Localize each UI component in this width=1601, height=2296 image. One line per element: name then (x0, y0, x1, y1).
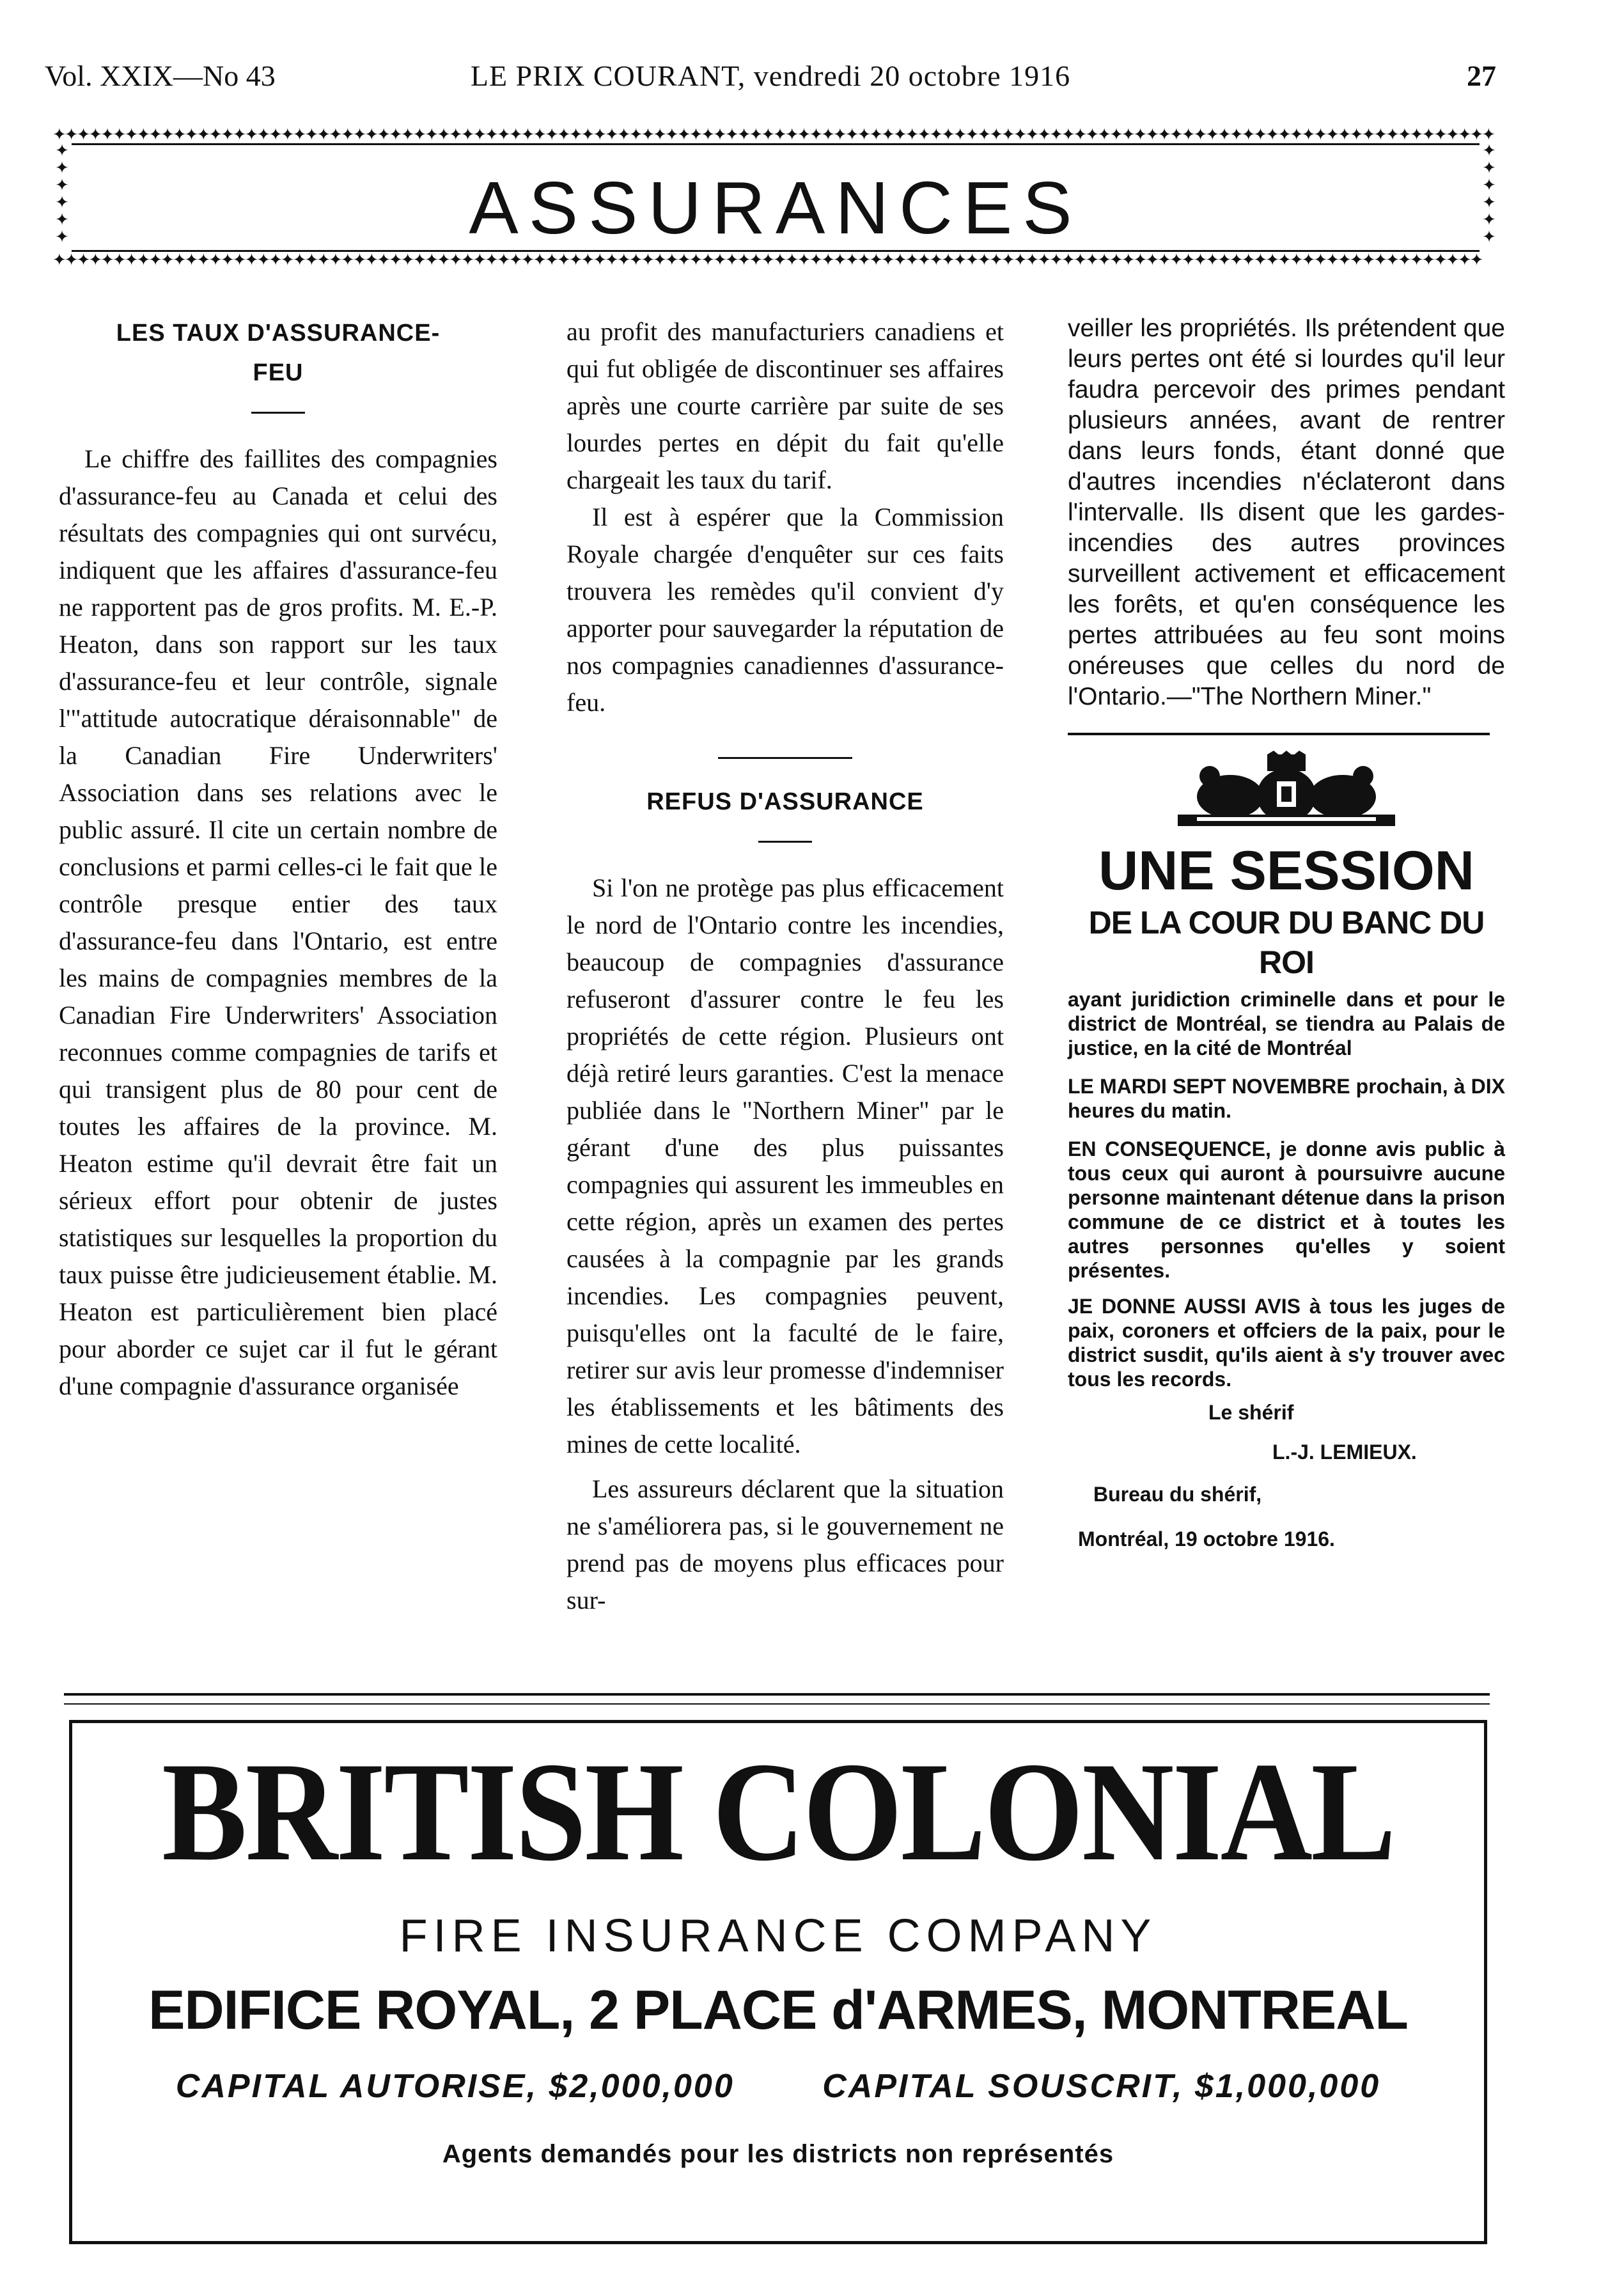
notice-paragraph: JE DONNE AUSSI AVIS à tous les juges de paix, coroners et offciers de la paix, pour le district susdit, qu'ils aient à s'y trouver avec tous les records. (1068, 1295, 1505, 1391)
column-3 (1068, 313, 1505, 1551)
publication-title: LE PRIX COURANT, vendredi 20 octobre 1916 (470, 59, 1071, 92)
banner-frame (72, 143, 1480, 252)
article-paragraph: Le chiffre des faillites des compagnies d'assurance-feu au Canada et celui des résultats des compagnies qui ont survécu, indiquent que les affaires d'assurance-feu ne rapportent pas de gros profits. M. E.-P. Heaton, dans son rapport sur les taux d'assurance-feu et leur contrôle, signale l'"attitude autocratique déraisonnable" de la Canadian Fire Underwriters' Association dans ses relations avec le public assuré. Il cite un certain nombre de conclusions et parmi celles-ci le fait que le contrôle presque entier des taux d'assurance-feu dans l'Ontario, est entre les mains de compagnies membres de la Canadian Fire Underwriters' Association reconnues comme compagnies de tarifs et qui transigent plus de 80 pour cent de toutes les affaires de la province. M. Heaton estime qu'il devrait être fait un sérieux effort pour obtenir de justes statistiques sur lesquelles la proportion du taux puisse être judicieusement établie. M. Heaton est particulièrement bien placé pour aborder ce sujet car il fut le gérant d'une compagnie d'assurance organisée (59, 444, 497, 1400)
article-paragraph-continued: veiller les propriétés. Ils prétendent que leurs pertes ont été si lourdes qu'il leur faudra percevoir des primes pendant plusieurs années, avant de rentrer dans leurs fonds, étant donné que d'autres incendies n'éclateront dans l'intervalle. Ils disent que les gardes-incendies des autres provinces surveillent activement et efficacement les forêts, et qu'en conséquence les pertes attribuées au feu sont moins onéreuses que celles du nord de l'Ontario.—"The Northern Miner." (1068, 315, 1505, 710)
heading-divider (758, 841, 812, 843)
article-paragraph: Les assureurs déclarent que la situation ne s'améliorera pas, si le gouvernement ne prend pas de moyens plus efficaces pour sur- (566, 1474, 1004, 1614)
signature-name: L.-J. LEMIEUX. (1272, 1441, 1417, 1464)
court-notice (1068, 751, 1505, 1551)
section-banner (52, 127, 1499, 269)
column-1 (59, 313, 497, 1405)
star-border-bottom: ✦✦✦✦✦✦✦✦✦✦✦✦✦✦✦✦✦✦✦✦✦✦✦✦✦✦✦✦✦✦✦✦✦✦✦✦✦✦✦✦✦✦✦✦✦✦✦✦✦✦✦✦✦✦✦✦✦✦✦✦✦✦✦✦✦✦✦✦✦✦✦✦✦✦✦✦✦✦✦✦✦✦✦✦✦✦✦✦✦✦✦✦✦✦✦✦✦✦✦✦✦✦✦✦✦✦✦✦✦✦✦✦✦✦✦✦✦✦✦ (52, 252, 1482, 269)
company-name: BRITISH COLONIAL (162, 1733, 1394, 1891)
article-heading-line2: FEU (253, 359, 304, 386)
heading-divider (251, 412, 305, 414)
article-divider (718, 757, 852, 759)
article-paragraph-continued: au profit des manufacturiers canadiens et qui fut obligée de discontinuer ses affaires après une courte carrière par suite de ses lourdes pertes en dépit du fait qu'elle chargeait les taux du tarif. (566, 317, 1004, 494)
notice-intro: ayant juridiction criminelle dans et pour le district de Montréal, se tiendra au Palais de justice, en la cité de Montréal (1068, 988, 1505, 1059)
capital-line (72, 2067, 1484, 2105)
section-title: ASSURANCES (469, 166, 1082, 249)
agents-wanted: Agents demandés pour les districts non représentés (442, 2140, 1114, 2168)
capital-subscribed: CAPITAL SOUSCRIT, $1,000,000 (822, 2068, 1381, 2105)
notice-date: LE MARDI SEPT NOVEMBRE prochain, à DIX heures du matin. (1068, 1075, 1505, 1122)
royal-coat-of-arms-icon (1171, 751, 1402, 834)
signature-title: Le shérif (1208, 1401, 1294, 1424)
column-divider (1068, 733, 1490, 735)
notice-paragraph: EN CONSEQUENCE, je donne avis public à tous ceux qui auront à poursuivre aucune personne maintenant détenue dans la prison commune de ce district et à toutes les autres personnes qu'elles y soient présentes. (1068, 1137, 1505, 1282)
article-heading-line1: LES TAUX D'ASSURANCE- (116, 320, 441, 347)
page-number: 27 (1467, 59, 1496, 92)
office-line: Bureau du shérif, (1093, 1483, 1262, 1506)
capital-authorized: CAPITAL AUTORISE, $2,000,000 (175, 2068, 735, 2105)
volume-number: Vol. XXIX—No 43 (45, 59, 276, 92)
place-date-line: Montréal, 19 octobre 1916. (1078, 1527, 1335, 1550)
notice-subtitle: DE LA COUR DU BANC DU ROI (1088, 905, 1485, 980)
company-subtitle: FIRE INSURANCE COMPANY (399, 1910, 1157, 1962)
insurance-advertisement (69, 1720, 1487, 2244)
article-paragraph: Si l'on ne protège pas plus efficacement le nord de l'Ontario contre les incendies, beaucoup de compagnies d'assurance refuseront d'assurer contre le feu les propriétés de cette région. Plusieurs ont déjà retiré leurs garanties. C'est la menace publiée dans le "Northern Miner" par le gérant d'une des plus puissantes compagnies qui assurent les immeubles en cette région, après un examen des pertes causées à la compagnie par les grands incendies. Les compagnies peuvent, puisqu'elles ont la faculté de le faire, retirer sur avis leur promesse d'indemniser les établissements et les bâtiments des mines de cette localité. (566, 873, 1004, 1458)
advertisement-top-rule-thin (64, 1703, 1490, 1705)
notice-title: UNE SESSION (1098, 840, 1474, 902)
article-paragraph: Il est à espérer que la Commission Royale chargée d'enquêter sur ces faits trouvera les remèdes qu'il convient d'y apporter pour sauvegarder la réputation de nos compagnies canadiennes d'assurance-feu. (566, 503, 1004, 717)
star-border-top: ✦✦✦✦✦✦✦✦✦✦✦✦✦✦✦✦✦✦✦✦✦✦✦✦✦✦✦✦✦✦✦✦✦✦✦✦✦✦✦✦✦✦✦✦✦✦✦✦✦✦✦✦✦✦✦✦✦✦✦✦✦✦✦✦✦✦✦✦✦✦✦✦✦✦✦✦✦✦✦✦✦✦✦✦✦✦✦✦✦✦✦✦✦✦✦✦✦✦✦✦✦✦✦✦✦✦✦✦✦✦✦✦✦✦✦✦✦✦✦✦ (52, 127, 1494, 143)
article-heading: REFUS D'ASSURANCE (646, 788, 924, 815)
star-border-right: ✦✦✦✦✦✦ (1482, 142, 1496, 246)
column-2 (566, 313, 1004, 1619)
company-address: EDIFICE ROYAL, 2 PLACE d'ARMES, MONTREAL (148, 1980, 1408, 2041)
running-header (45, 59, 1496, 104)
star-border-left: ✦✦✦✦✦✦ (55, 142, 69, 246)
advertisement-top-rule (64, 1693, 1490, 1696)
